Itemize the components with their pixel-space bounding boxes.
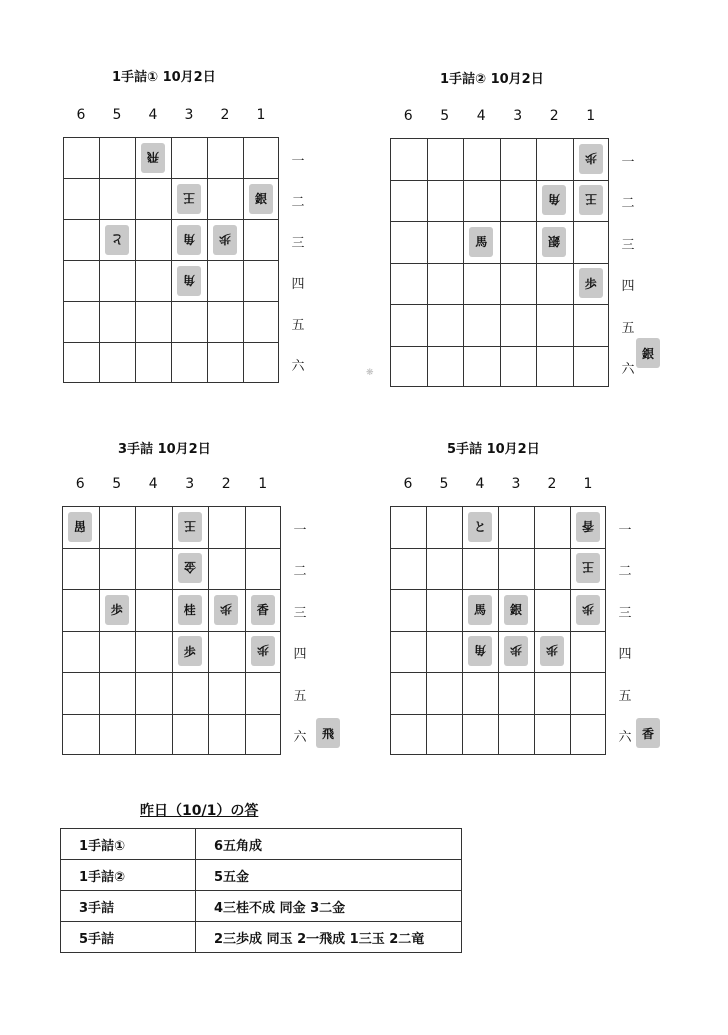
table-row: [61, 891, 462, 922]
grid-line: [391, 672, 605, 673]
grid-line: [208, 507, 209, 754]
column-label: 1: [586, 108, 596, 124]
grid-line: [172, 507, 173, 754]
column-label: 2: [221, 476, 231, 492]
row-label: 四: [293, 647, 307, 663]
column-label: 1: [583, 476, 593, 492]
shogi-piece: 角: [177, 266, 201, 296]
grid-line: [534, 507, 535, 754]
row-label: 五: [621, 320, 635, 336]
shogi-piece: 王: [576, 553, 600, 583]
shogi-piece: 王: [579, 185, 603, 215]
shogi-piece: 銀: [249, 184, 273, 214]
grid-line: [63, 714, 280, 715]
row-label: 二: [618, 564, 632, 580]
shogi-piece: 歩: [214, 595, 238, 625]
row-label: 三: [291, 235, 305, 251]
grid-line: [63, 672, 280, 673]
grid-line: [536, 139, 537, 386]
grid-line: [391, 714, 605, 715]
puzzle-title: 5手詰 10月2日: [447, 442, 540, 457]
shogi-piece: 歩: [579, 268, 603, 298]
column-label: 4: [476, 108, 486, 124]
column-label: 5: [439, 476, 449, 492]
puzzle-title: 1手詰② 10月2日: [440, 72, 544, 87]
row-label: 五: [291, 317, 305, 333]
shogi-piece: 香: [251, 595, 275, 625]
answers-title: 昨日（10/1）の答: [140, 803, 259, 819]
puzzle-title: 1手詰① 10月2日: [112, 70, 216, 85]
answer-moves: 6五角成: [196, 829, 462, 860]
shogi-piece: 王: [177, 184, 201, 214]
row-label: 四: [618, 647, 632, 663]
grid-line: [207, 138, 208, 382]
shogi-board: [390, 138, 609, 387]
row-label: 一: [291, 153, 305, 169]
paper-speck: ❋: [366, 368, 374, 378]
shogi-piece: 馬: [469, 227, 493, 257]
puzzle-title: 3手詰 10月2日: [118, 442, 211, 457]
shogi-piece: 金: [178, 553, 202, 583]
column-label: 4: [148, 476, 158, 492]
column-label: 2: [547, 476, 557, 492]
row-label: 三: [293, 605, 307, 621]
shogi-piece: 香: [576, 512, 600, 542]
row-label: 四: [291, 276, 305, 292]
column-label: 4: [475, 476, 485, 492]
hand-piece: 銀: [636, 338, 660, 368]
answer-moves: 4三桂不成 同金 3二金: [196, 891, 462, 922]
column-label: 3: [185, 476, 195, 492]
column-label: 1: [258, 476, 268, 492]
hand-piece: 飛: [316, 718, 340, 748]
shogi-piece: 角: [542, 185, 566, 215]
grid-line: [498, 507, 499, 754]
hand-piece: 香: [636, 718, 660, 748]
grid-line: [391, 304, 608, 305]
grid-line: [500, 139, 501, 386]
column-label: 2: [220, 107, 230, 123]
column-label: 5: [440, 108, 450, 124]
shogi-board: [63, 137, 279, 383]
shogi-piece: 馬: [468, 595, 492, 625]
shogi-piece: 歩: [105, 595, 129, 625]
shogi-piece: と: [468, 512, 492, 542]
row-label: 一: [293, 522, 307, 538]
shogi-piece: 角: [468, 636, 492, 666]
shogi-piece: 銀: [504, 595, 528, 625]
shogi-piece: 王: [178, 512, 202, 542]
grid-line: [391, 346, 608, 347]
row-label: 一: [621, 154, 635, 170]
table-row: [61, 922, 462, 953]
shogi-piece: と: [105, 225, 129, 255]
answer-label: 5手詰: [61, 922, 196, 953]
shogi-piece: 歩: [579, 144, 603, 174]
shogi-piece: 留: [68, 512, 92, 542]
row-label: 五: [293, 688, 307, 704]
row-label: 三: [621, 237, 635, 253]
row-label: 五: [618, 688, 632, 704]
grid-line: [570, 507, 571, 754]
row-label: 二: [291, 194, 305, 210]
row-label: 六: [621, 362, 635, 378]
column-label: 2: [549, 108, 559, 124]
shogi-piece: 角: [177, 225, 201, 255]
row-label: 六: [618, 730, 632, 746]
shogi-board: [390, 506, 606, 755]
column-label: 3: [511, 476, 521, 492]
row-label: 六: [291, 358, 305, 374]
answer-moves: 5五金: [196, 860, 462, 891]
shogi-board: [62, 506, 281, 755]
row-label: 二: [293, 564, 307, 580]
shogi-piece: 飛: [141, 143, 165, 173]
column-label: 1: [256, 107, 266, 123]
shogi-piece: 歩: [576, 595, 600, 625]
column-label: 6: [403, 476, 413, 492]
table-row: [61, 860, 462, 891]
grid-line: [64, 342, 278, 343]
shogi-piece: 桂: [178, 595, 202, 625]
grid-line: [245, 507, 246, 754]
grid-line: [64, 301, 278, 302]
row-label: 六: [293, 730, 307, 746]
answers-table: [60, 828, 462, 953]
grid-line: [171, 138, 172, 382]
column-label: 3: [184, 107, 194, 123]
shogi-piece: 歩: [540, 636, 564, 666]
table-row: [61, 829, 462, 860]
row-label: 一: [618, 522, 632, 538]
answer-label: 1手詰②: [61, 860, 196, 891]
shogi-piece: 歩: [213, 225, 237, 255]
row-label: 三: [618, 605, 632, 621]
column-label: 5: [112, 476, 122, 492]
column-label: 6: [403, 108, 413, 124]
shogi-piece: 銀: [542, 227, 566, 257]
shogi-piece: 歩: [178, 636, 202, 666]
column-label: 5: [112, 107, 122, 123]
row-label: 二: [621, 196, 635, 212]
column-label: 4: [148, 107, 158, 123]
shogi-piece: 歩: [504, 636, 528, 666]
column-label: 6: [76, 107, 86, 123]
column-label: 6: [75, 476, 85, 492]
column-label: 3: [513, 108, 523, 124]
row-label: 四: [621, 279, 635, 295]
answer-label: 1手詰①: [61, 829, 196, 860]
grid-line: [243, 138, 244, 382]
answer-label: 3手詰: [61, 891, 196, 922]
grid-line: [573, 139, 574, 386]
shogi-piece: 歩: [251, 636, 275, 666]
answer-moves: 2三歩成 同玉 2一飛成 1三玉 2二竜: [196, 922, 462, 953]
